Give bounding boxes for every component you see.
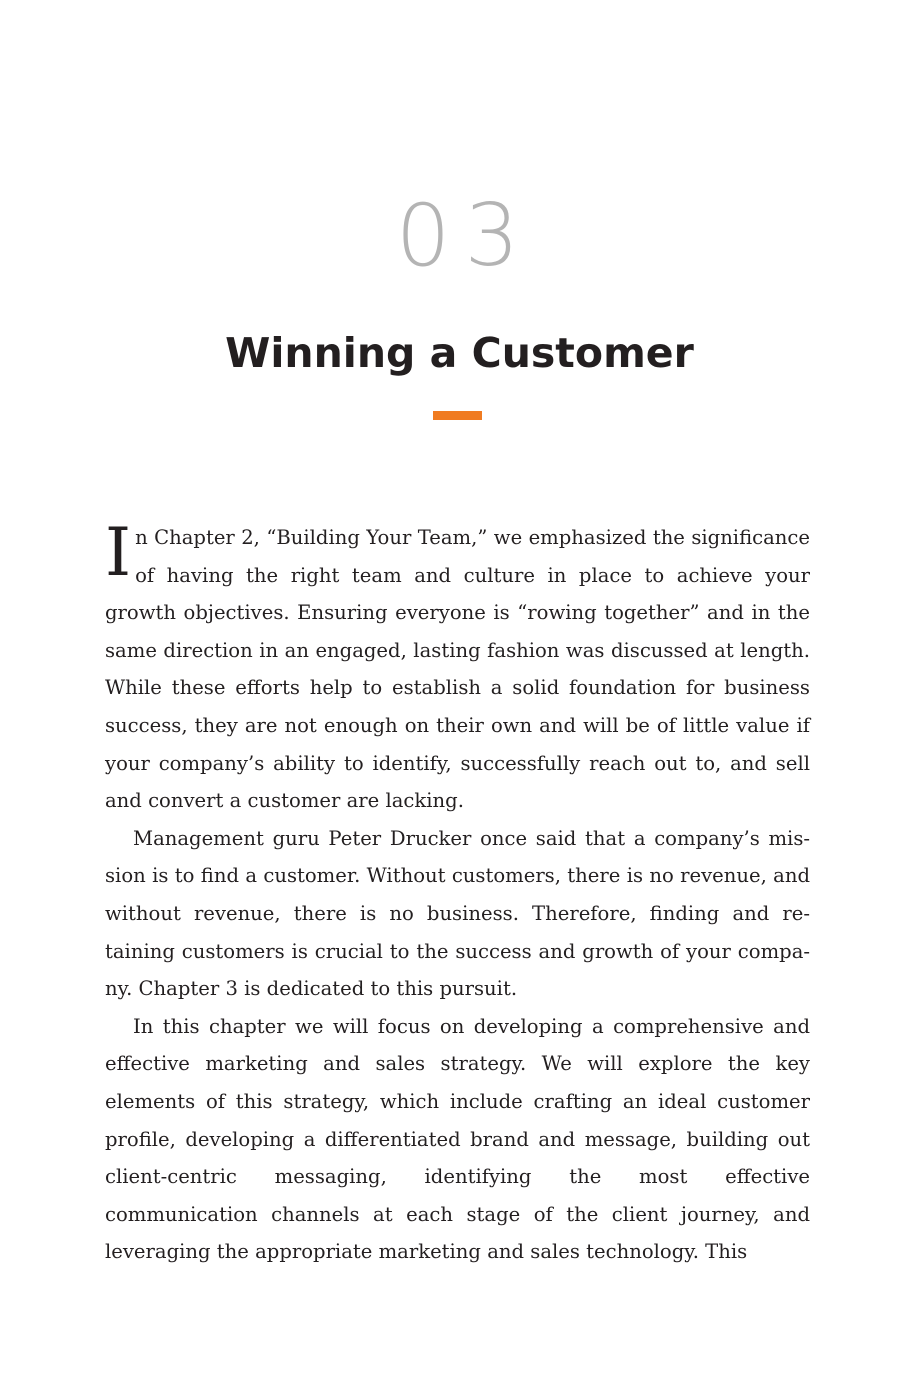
drop-cap: I [105,514,132,591]
title-accent-bar [433,411,482,420]
chapter-number: 03 [395,186,534,286]
paragraph-1 [105,514,810,820]
paragraph-1-text: n Chapter 2, “Building Your Team,” we emphasized the significance of having the right team and culture in place to achieve your growth objectives. Ensuring everyone is “rowing together” and in the same direction in an engaged, lasting fashion was discussed at length. While these efforts help to establish a solid foundation for business success, they are not enough on their own and will be of little value if your company’s ability to identify, successfully reach out to, and sell and convert a customer are lacking. [105,526,810,813]
paragraph-2: Management guru Peter Drucker once said that a company’s mission is to find a customer. Without customers, there is no revenue, and without revenue, there is no business. Therefore, finding and retaining customers is crucial to the success and growth of your company. Chapter 3 is dedicated to this pursuit. [105,826,810,1001]
chapter-title: Winning a Customer [225,329,694,377]
paragraph-3: In this chapter we will focus on developing a comprehensive and effective marketing and sales strategy. We will explore the key elements of this strategy, which include crafting an ideal customer profile, developing a differentiated brand and message, building out client-centric messaging, identifying the most effective communication channels at each stage of the client journey, and leveraging the appropriate marketing and sales technology. This [105,1014,810,1264]
chapter-body [105,514,810,1271]
